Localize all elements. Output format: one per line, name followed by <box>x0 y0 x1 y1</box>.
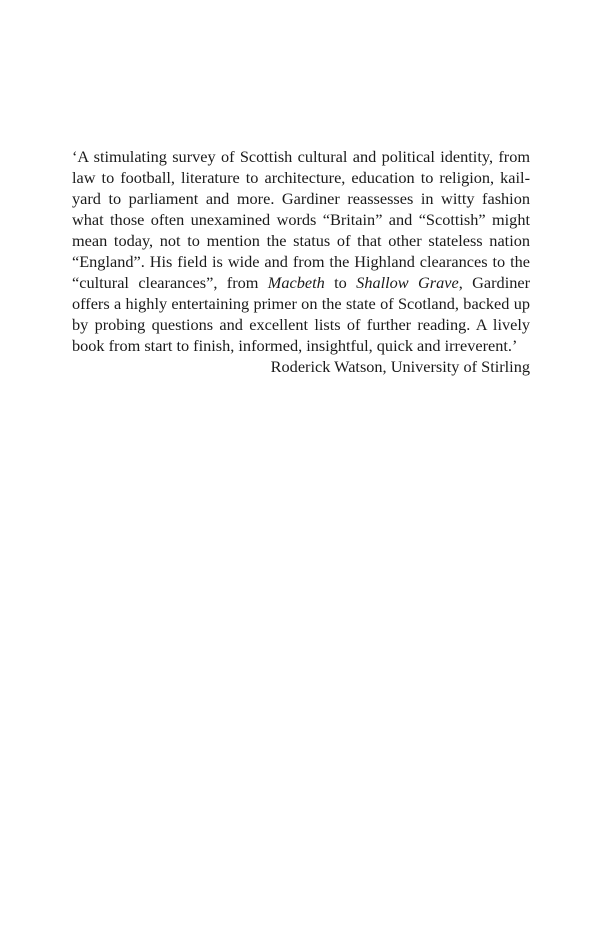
quote-segment: , Gardiner <box>458 273 531 292</box>
title-macbeth: Macbeth <box>267 273 325 292</box>
quote-segment: to <box>324 273 357 292</box>
quote-line: yard to parliament and more. Gardiner reassesses in witty fashion <box>72 189 530 208</box>
quote-line: by probing questions and excellent lists of further reading. A lively <box>72 315 530 334</box>
quote-line: ‘A stimulating survey of Scottish cultural and political identity, from <box>72 147 530 166</box>
endorsement-quote <box>72 146 530 356</box>
quote-line: law to football, literature to architecture, education to religion, kail- <box>72 168 530 187</box>
quote-line: offers a highly entertaining primer on the state of Scotland, backed up <box>72 294 530 313</box>
quote-line: what those often unexamined words “Britain” and “Scottish” might <box>72 210 530 229</box>
quote-line: “England”. His field is wide and from the Highland clearances to the <box>72 252 530 271</box>
quote-attribution: Roderick Watson, University of Stirling <box>270 357 530 376</box>
quote-line-with-titles <box>72 272 530 293</box>
title-shallow-grave: Shallow Grave <box>356 273 459 292</box>
quote-line: mean today, not to mention the status of that other stateless nation <box>72 231 530 250</box>
quote-segment: “cultural clearances”, from <box>72 273 268 292</box>
quote-line: book from start to finish, informed, insightful, quick and irreverent.’ <box>72 336 518 355</box>
